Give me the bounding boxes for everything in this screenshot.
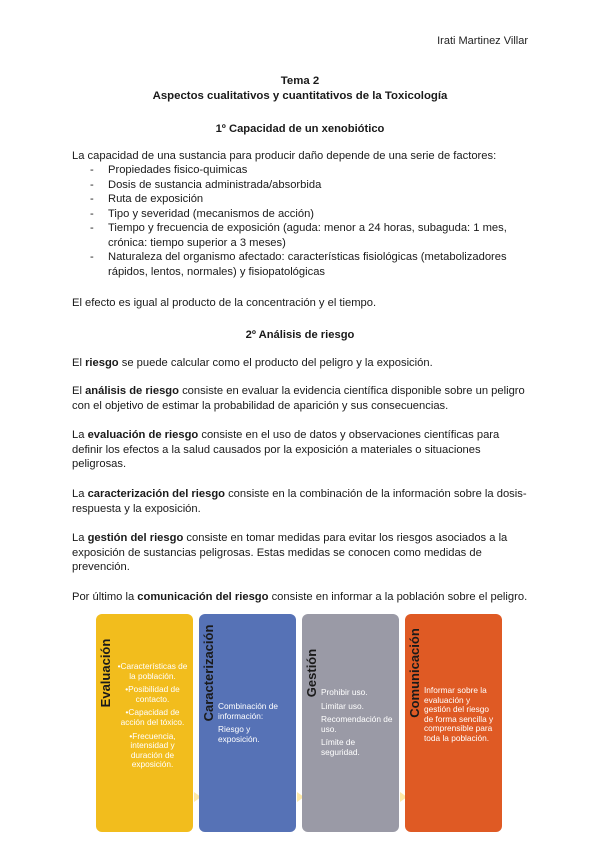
section-1-heading: 1º Capacidad de un xenobiótico — [215, 123, 385, 135]
author-name: Irati Martinez Villar — [437, 35, 528, 47]
card-item: •Capacidad de acción del tóxico. — [120, 707, 185, 727]
paragraph-comunicacion: Por último la comunicación del riesgo consiste en informar a la población sobre el peligro. — [72, 591, 528, 603]
risk-process-diagram — [96, 614, 502, 834]
section-1-intro: La capacidad de una sustancia para producir daño depende de una serie de factores: — [72, 150, 497, 162]
card-title-caracterizacion: Caracterización — [200, 624, 216, 722]
list-item: - Ruta de exposición — [72, 192, 532, 207]
list-item: - Dosis de sustancia administrada/absorbida — [72, 178, 532, 193]
term-riesgo: riesgo — [85, 357, 119, 369]
list-item: - Propiedades fisico-quimicas — [72, 163, 532, 178]
card-title-gestion: Gestión — [303, 648, 319, 698]
card-item: Combinación de información: — [218, 701, 278, 721]
card-item: •Características de la población. — [117, 661, 188, 681]
card-item: Informar sobre la evaluación y gestión del riesgo de forma sencilla y comprensible para toda la población. — [424, 685, 494, 743]
card-item: Prohibir uso. — [321, 687, 368, 697]
term-gestion: gestión del riesgo — [87, 532, 184, 544]
list-item: - Tipo y severidad (mecanismos de acción) — [72, 207, 532, 222]
term-analisis: análisis de riesgo — [85, 385, 179, 397]
card-item: Límite de seguridad. — [321, 737, 360, 757]
card-gestion — [302, 614, 399, 832]
term-evaluacion: evaluación de riesgo — [87, 429, 199, 441]
section-2-heading: 2º Análisis de riesgo — [245, 329, 355, 341]
paragraph-evaluacion: La evaluación de riesgo consiste en el uso de datos y observaciones científicas para definir los efectos a la salud causados por la exposición a materiales o situaciones peligrosas. — [72, 429, 500, 470]
section-1-conclusion: El efecto es igual al producto de la concentración y el tiempo. — [72, 297, 377, 309]
card-title-evaluacion: Evaluación — [97, 638, 113, 708]
paragraph-riesgo: El riesgo se puede calcular como el producto del peligro y la exposición. — [72, 357, 433, 369]
list-item: - Naturaleza del organismo afectado: características fisiológicas (metabolizadores rápidos, lentos, normales) y fisiopatológicas — [72, 250, 532, 279]
term-caracterizacion: caracterización del riesgo — [87, 488, 225, 500]
paragraph-caracterizacion: La caracterización del riesgo consiste en la combinación de la información sobre la dosis-respuesta y la exposición. — [72, 488, 527, 515]
card-caracterizacion — [199, 614, 296, 832]
title-line-2: Aspectos cualitativos y cuantitativos de la Toxicología — [152, 90, 448, 102]
paragraph-gestion: La gestión del riesgo consiste en tomar medidas para evitar los riesgos asociados a la exposición de sustancias peligrosas. Estas medidas se conocen como medidas de prevención. — [72, 532, 508, 573]
card-item: Riesgo y exposición. — [218, 724, 260, 744]
document-title — [0, 74, 600, 104]
card-comunicacion — [405, 614, 502, 832]
card-title-comunicacion: Comunicación — [406, 628, 422, 718]
paragraph-analisis: El análisis de riesgo consiste en evaluar la evidencia científica disponible sobre un peligro con el objetivo de estimar la probabilidad de aparición y sus consecuencias. — [72, 385, 525, 412]
card-item: Recomendación de uso. — [321, 714, 393, 734]
card-evaluacion — [96, 614, 193, 832]
term-comunicacion: comunicación del riesgo — [137, 591, 269, 603]
card-item: •Posibilidad de contacto. — [125, 684, 180, 704]
title-line-1: Tema 2 — [280, 75, 320, 87]
card-item: Limitar uso. — [321, 700, 364, 711]
card-item: •Frecuencia, intensidad y duración de exposición. — [129, 730, 176, 770]
factor-list — [72, 163, 532, 279]
list-item: - Tiempo y frecuencia de exposición (aguda: menor a 24 horas, subaguda: 1 mes, crónica: tiempo superior a 3 meses) — [72, 221, 532, 250]
